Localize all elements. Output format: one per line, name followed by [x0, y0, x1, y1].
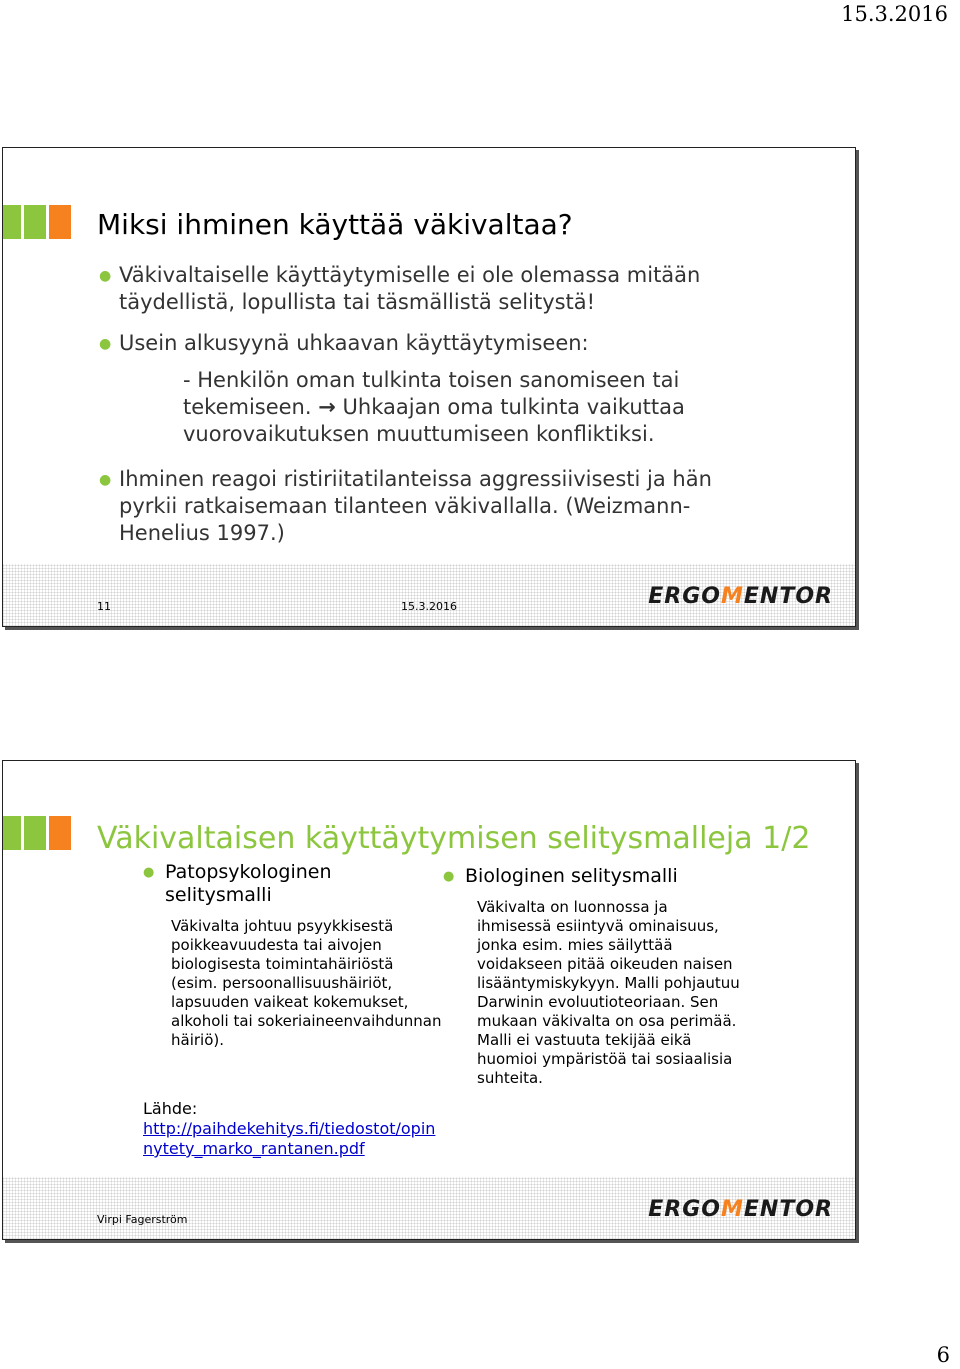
ergomentor-logo: [648, 584, 833, 609]
bullet-text: Väkivaltaiselle käyttäytymiselle ei ole olemassa mitään täydellistä, lopullista tai täsmällistä selitystä!: [119, 263, 701, 314]
logo-text-m: M: [721, 584, 744, 609]
bullet-dot-icon: ●: [99, 268, 112, 284]
heading-text: Biologinen selitysmalli: [465, 865, 678, 887]
slide-footer: [3, 1177, 855, 1239]
source-label: Lähde:: [143, 1099, 198, 1118]
source-link-line: nytety_marko_rantanen.pdf: [143, 1139, 365, 1158]
footer-author: Virpi Fagerström: [97, 1213, 188, 1226]
logo-text: ERGO: [648, 1197, 721, 1222]
green-square: [24, 205, 46, 239]
source-link-line: http://paihdekehitys.fi/tiedostot/opin: [143, 1119, 436, 1138]
logo-squares-decoration: [3, 205, 71, 239]
column-heading: [443, 865, 743, 888]
column-text: Väkivalta on luonnossa ja ihmisessä esiintyvä ominaisuus, jonka esim. mies säilyttää voidakseen pitää oikeuden naisen lisääntymiskykyyn. Malli pohjautuu Darwinin evoluutioteoriaan. Sen mukaan väkivalta on osa perimää. Malli ei vastuuta tekijää eikä huomioi ympäristöä tai sosiaalisia suhteita.: [477, 898, 740, 1087]
sub-item: [183, 367, 757, 448]
slide-title: Miksi ihminen käyttää väkivaltaa?: [97, 208, 573, 241]
orange-square: [49, 816, 71, 850]
logo-text: ENTOR: [743, 1197, 833, 1222]
page-number: 6: [936, 1343, 950, 1367]
bullet-item: [97, 466, 757, 547]
slide-12: [2, 760, 856, 1240]
orange-square: [49, 205, 71, 239]
right-arrow-icon: →: [318, 395, 336, 419]
source-reference: [143, 1099, 435, 1159]
sub-text: - Henkilön oman tulkinta toisen sanomiseen tai tekemiseen.: [183, 368, 680, 419]
column-heading: [143, 861, 443, 907]
left-column: [143, 861, 443, 1050]
right-column: [443, 865, 743, 1088]
bullet-item: [97, 330, 757, 357]
column-text: Väkivalta johtuu psyykkisestä poikkeavuudesta tai aivojen biologisesta toimintahäiriöstä (esim. persoonallisuushäiriöt, lapsuuden vaikeat kokemukset, alkoholi tai sokeriaineenvaihdunnan häiriö).: [171, 917, 442, 1049]
logo-squares-decoration: [3, 816, 71, 850]
green-square: [24, 816, 46, 850]
footer-date: 15.3.2016: [401, 600, 457, 613]
bullet-dot-icon: ●: [143, 865, 155, 880]
slide-footer: [3, 564, 855, 626]
slide-number: 11: [97, 600, 111, 613]
green-square-small: [3, 205, 21, 239]
source-link[interactable]: [143, 1119, 435, 1159]
bullet-dot-icon: ●: [99, 336, 112, 352]
logo-text-m: M: [721, 1197, 744, 1222]
bullet-list: [97, 262, 757, 561]
heading-text: Patopsykologinen selitysmalli: [165, 861, 332, 906]
slide-11: [2, 147, 856, 627]
logo-text: ERGO: [648, 584, 721, 609]
bullet-dot-icon: ●: [443, 869, 455, 884]
bullet-text: Ihminen reagoi ristiriitatilanteissa aggressiivisesti ja hän pyrkii ratkaisemaan tilanteen väkivallalla. (Weizmann-Henelius 1997.): [119, 467, 712, 545]
slide-title: Väkivaltaisen käyttäytymisen selitysmalleja 1/2: [97, 821, 811, 856]
bullet-item: [97, 262, 757, 316]
bullet-dot-icon: ●: [99, 472, 112, 488]
logo-text: ENTOR: [743, 584, 833, 609]
page-date: 15.3.2016: [841, 2, 948, 26]
sub-text: Uhkaajan oma tulkinta vaikuttaa vuorovaikutuksen muuttumiseen konfliktiksi.: [183, 395, 685, 446]
ergomentor-logo: [648, 1197, 833, 1222]
bullet-text: Usein alkusyynä uhkaavan käyttäytymiseen:: [119, 331, 589, 355]
green-square-small: [3, 816, 21, 850]
